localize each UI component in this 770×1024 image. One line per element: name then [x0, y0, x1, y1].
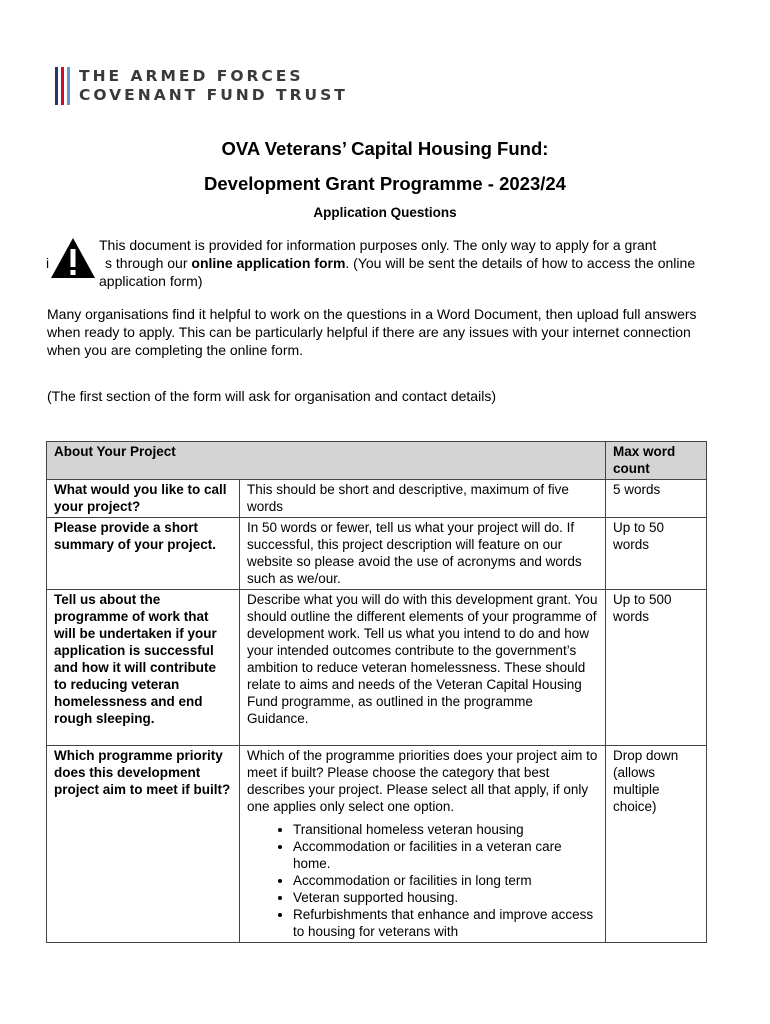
table-row	[47, 518, 707, 590]
guidance-cell	[240, 746, 606, 943]
warning-triangle-icon	[50, 236, 96, 280]
list-item: • Accommodation or facilities in a veteran care home.	[293, 838, 598, 872]
logo-bar-blue	[67, 67, 70, 105]
list-item: • Transitional homeless veteran housing	[293, 821, 598, 838]
table-header-max: Max word count	[606, 442, 707, 480]
warning-text-fragment: i	[46, 255, 50, 271]
warning-notice	[46, 236, 726, 292]
warning-text: This document is provided for information purposes only. The only way to apply for a grant s through our online application form. (You will be sent the details of how to access the online application form)	[99, 237, 696, 289]
section-note: (The first section of the form will ask for organisation and contact details)	[47, 388, 496, 404]
section-heading: Application Questions	[313, 205, 457, 220]
question-cell: Tell us about the programme of work that will be undertaken if your application is successful and how it will contribute to reducing veteran homelessness and end rough sleeping.	[47, 590, 240, 746]
table-header-row	[47, 442, 707, 480]
list-item: • Accommodation or facilities in long term	[293, 872, 598, 889]
table-header-section: About Your Project	[47, 442, 606, 480]
logo-bars	[55, 67, 70, 105]
guidance-cell: Describe what you will do with this development grant. You should outline the different elements of your programme of development work. Tell us what you intend to do and how your intended outcomes contribute to the government’s ambition to reduce veteran homelessness. These should relate to aims and needs of the Veteran Capital Housing Fund programme, as outlined in the programme Guidance.	[240, 590, 606, 746]
list-item: • Refurbishments that enhance and improve access to housing for veterans with	[293, 906, 598, 940]
question-cell: What would you like to call your project?	[47, 480, 240, 518]
logo-line-1: THE ARMED FORCES	[79, 67, 304, 85]
guidance-cell: In 50 words or fewer, tell us what your project will do. If successful, this project description will feature on our website so please avoid the use of acronyms and words such as we/our.	[240, 518, 606, 590]
table-row	[47, 746, 707, 943]
guidance-cell: This should be short and descriptive, maximum of five words	[240, 480, 606, 518]
guidance-text: Which of the programme priorities does your project aim to meet if built? Please choose the category that best describes your project. Please select all that apply, if only one applies only select one option.	[247, 748, 598, 814]
logo-bar-red	[61, 67, 64, 105]
logo-line-2: COVENANT FUND TRUST	[79, 86, 348, 104]
logo	[55, 66, 348, 106]
document-title: OVA Veterans’ Capital Housing Fund:	[221, 138, 549, 159]
questions-table	[46, 441, 707, 943]
intro-paragraph: Many organisations find it helpful to work on the questions in a Word Document, then upload full answers when ready to apply. This can be particularly helpful if there are any issues with your internet connection when you are completing the online form.	[47, 306, 697, 358]
document-subtitle: Development Grant Programme - 2023/24	[204, 173, 566, 194]
max-word-cell: Up to 500 words	[606, 590, 707, 746]
max-word-cell: 5 words	[606, 480, 707, 518]
list-item: • Veteran supported housing.	[293, 889, 598, 906]
priority-list	[247, 821, 598, 940]
online-application-form-link: online application form	[191, 255, 346, 271]
question-cell: Please provide a short summary of your project.	[47, 518, 240, 590]
question-cell: Which programme priority does this development project aim to meet if built?	[47, 746, 240, 943]
max-word-cell: Drop down (allows multiple choice)	[606, 746, 707, 943]
max-word-cell: Up to 50 words	[606, 518, 707, 590]
logo-bar-navy	[55, 67, 58, 105]
table-row	[47, 590, 707, 746]
table-row	[47, 480, 707, 518]
